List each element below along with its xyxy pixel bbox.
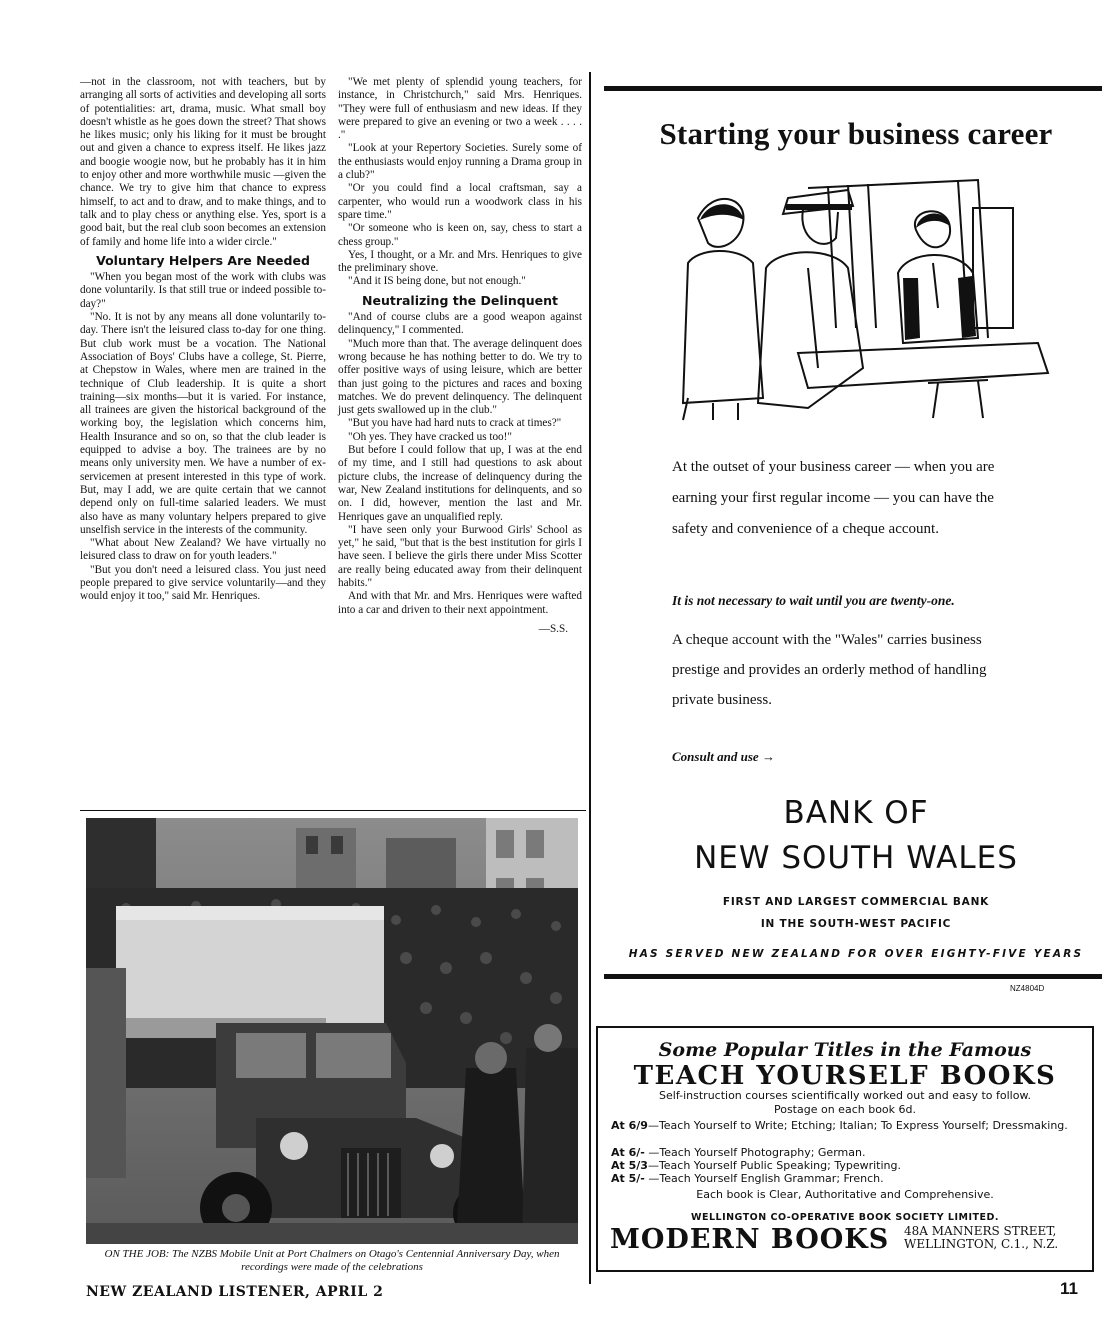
article-paragraph: "No. It is not by any means all done voluntarily to-day. There isn't the leisured class to-day for one thing. But club work must be a vocation. The National Association of Boys' Clubs have a college, St. Pierre, at Chepstow in Wales, where men are trained in the technique of Club leadership. It is quite a short training—six months—but it is varied. For instance, all trainees are given the historical background of the working boy, the legislation which concerns him, Health Insurance and so on, so that the club leader is equipped to advise a boy. The trainees are by no means only university men. We have a number of ex-servicemen at present interested in this type of work. But, may I add, we are quite certain that we cannot depend only on full-time salaried leaders. We must also have as many voluntary helpers prepared to give unselfish service in the interests of the community. xyxy=(80,311,326,536)
bank-ad-code: NZ4804D xyxy=(1010,984,1045,993)
price-line xyxy=(611,1173,1085,1186)
bank-scene-drawing xyxy=(658,168,1058,422)
price-value: At 6/9 xyxy=(611,1119,648,1132)
photo-illustration xyxy=(86,818,578,1244)
books-ad xyxy=(596,1026,1094,1272)
article-paragraph: "But you have had hard nuts to crack at times?" xyxy=(348,417,562,430)
price-value: At 5/- xyxy=(611,1172,645,1185)
price-value: At 5/3 xyxy=(611,1159,648,1172)
books-ad-note: Each book is Clear, Authoritative and Comprehensive. xyxy=(696,1188,994,1201)
mobile-unit-photo xyxy=(86,818,578,1244)
price-line xyxy=(611,1147,1085,1160)
article-paragraph: "What about New Zealand? We have virtually no leisured class to draw on for youth leaders." xyxy=(80,537,326,563)
bank-subtitle-1: FIRST AND LARGEST COMMERCIAL BANK xyxy=(722,896,990,908)
article-paragraph: Yes, I thought, or a Mr. and Mrs. Henriques to give the preliminary shove. xyxy=(338,248,582,275)
bank-ad-bottom-rule xyxy=(604,974,1102,979)
article-paragraph: "And of course clubs are a good weapon against delinquency," I commented. xyxy=(338,311,582,337)
section-heading-voluntary: Voluntary Helpers Are Needed xyxy=(96,252,310,268)
address-line-1: 48A MANNERS STREET, xyxy=(904,1224,1057,1238)
books-ad-desc-2: Postage on each book 6d. xyxy=(773,1103,916,1116)
bank-ad-headline: Starting your business career xyxy=(659,116,1053,151)
photo-top-rule xyxy=(80,810,586,811)
books-society-name: WELLINGTON CO-OPERATIVE BOOK SOCIETY LIMITED. xyxy=(691,1212,999,1223)
article-paragraph: "I have seen only your Burwood Girls' School as yet," he said, "but that is the best institution for girls I have seen. I believe the girls there under Miss Scotter are really being educated away from their delinquent habits." xyxy=(338,523,582,589)
bank-served-line: HAS SERVED NEW ZEALAND FOR OVER EIGHTY-FIVE YEARS xyxy=(628,948,1084,960)
price-titles: —Teach Yourself Public Speaking; Typewriting. xyxy=(647,1159,901,1172)
price-titles: —Teach Yourself English Grammar; French. xyxy=(644,1172,884,1185)
books-ad-title-line-2: TEACH YOURSELF BOOKS xyxy=(633,1061,1057,1091)
bank-ad-body-2: It is not necessary to wait until you are twenty-one. xyxy=(672,593,955,608)
price-line xyxy=(611,1120,1085,1133)
article-paragraph: "But you don't need a leisured class. You just need people prepared to give service voluntarily—and they would enjoy it too," said Mr. Henriques. xyxy=(80,563,326,603)
article-paragraph: "Oh yes. They have cracked us too!" xyxy=(348,430,512,443)
article-paragraph: And with that Mr. and Mrs. Henriques were wafted into a car and driven to their next appointment. xyxy=(338,590,582,616)
bank-ad-body-1: At the outset of your business career — when you are earning your first regular income — you can have the safety and convenience of a cheque account. xyxy=(672,459,995,537)
article-paragraph: —not in the classroom, not with teachers, but by arranging all sorts of activities and developing all sorts of potentialities: art, drama, music. What small boy doesn't whistle as he goes down the street? That shows he likes music; only his liking for it must be brought out and given a chance to express itself. He likes jazz and boogie woogie now, but he probably has it in him to enjoy other and more worthwhile music —given the chance. We try to give him that chance to express himself, to act and to draw, and to make things, and to talk and to play chess or anything else. Yes, sport is a good bait, but the real club soon becomes an extension of family and home life into a wider circle." xyxy=(80,76,326,248)
author-signature: —S.S. xyxy=(538,622,568,635)
article-paragraph: "And it IS being done, but not enough." xyxy=(348,275,526,288)
address-line-2: WELLINGTON, C.1., N.Z. xyxy=(904,1237,1059,1251)
price-titles: —Teach Yourself Photography; German. xyxy=(644,1146,866,1159)
article-paragraph: "Much more than that. The average delinquent does wrong because he has nothing better to do. We try to offer positive ways of using leisure, which are better than just going to the pictures and races and boxing matches. We do prevent delinquency. The delinquent just gets swallowed up in the club." xyxy=(338,337,582,417)
bank-name-line-2: NEW SOUTH WALES xyxy=(694,840,1018,876)
masthead-footer: NEW ZEALAND LISTENER, APRIL 2 xyxy=(86,1284,384,1300)
article-paragraph: "Or you could find a local craftsman, say a carpenter, who would run a woodwork class in his spare time." xyxy=(338,182,582,221)
bank-name-line-1: BANK OF xyxy=(783,795,929,831)
bank-ad-top-rule xyxy=(604,86,1102,91)
bank-ad-illustration xyxy=(658,168,1058,422)
modern-books-logo: MODERN BOOKS xyxy=(610,1224,890,1255)
article-paragraph: But before I could follow that up, I was at the end of my time, and I still had questions to ask about picture clubs, the increase of delinquency during the war, New Zealand institutions for delinquents, and so on. I did, however, mention the last and Mr. Henriques gave an unqualified reply. xyxy=(338,444,582,523)
price-value: At 6/- xyxy=(611,1146,645,1159)
article-column-2 xyxy=(338,76,582,636)
article-paragraph: "Or someone who is keen on, say, chess to start a chess group." xyxy=(338,222,582,248)
bank-subtitle-2: IN THE SOUTH-WEST PACIFIC xyxy=(760,918,952,930)
price-titles: —Teach Yourself to Write; Etching; Italian; To Express Yourself; Dressmaking. xyxy=(647,1119,1068,1132)
books-address xyxy=(904,1225,1058,1251)
article-paragraph: "When you began most of the work with clubs was done voluntarily. Is that still true or indeed possible to-day?" xyxy=(80,271,326,310)
price-line xyxy=(611,1160,1085,1173)
column-divider xyxy=(589,72,591,1284)
section-heading-delinquent: Neutralizing the Delinquent xyxy=(362,292,558,308)
page-number: 11 xyxy=(1060,1279,1078,1298)
bank-ad-consult: Consult and use → xyxy=(672,749,775,764)
article-column-1 xyxy=(80,76,326,604)
bank-ad-body-3: A cheque account with the "Wales" carries business prestige and provides an orderly method of handling private business. xyxy=(672,632,987,708)
photo-caption: ON THE JOB: The NZBS Mobile Unit at Port Chalmers on Otago's Centennial Anniversary Day, when recordings were made of the celebrations xyxy=(104,1248,560,1273)
books-ad-desc-1: Self-instruction courses scientifically worked out and easy to follow. xyxy=(659,1089,1031,1102)
article-paragraph: "We met plenty of splendid young teachers, for instance, in Christchurch," said Mrs. Henriques. "They were full of enthusiasm and new ideas. If they were prepared to give an evening or two a week . . . . ." xyxy=(338,76,582,142)
article-paragraph: "Look at your Repertory Societies. Surely some of the enthusiasts would enjoy running a Drama group in a club?" xyxy=(338,142,582,182)
books-ad-title-line-1: Some Popular Titles in the Famous xyxy=(658,1039,1032,1061)
